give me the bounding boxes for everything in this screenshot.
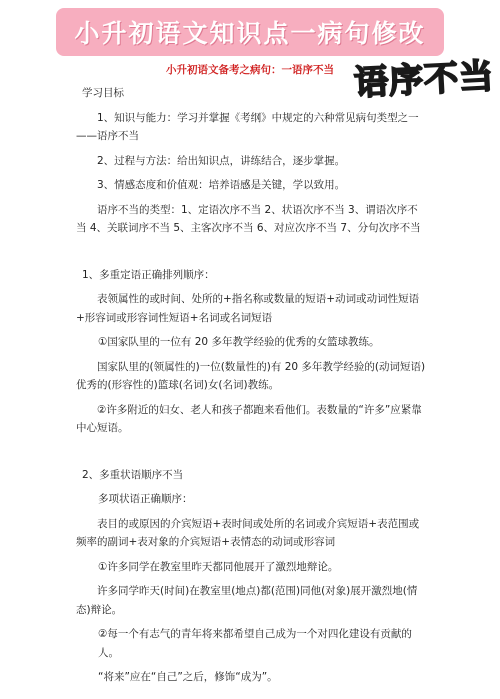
goals-heading: 学习目标 [82,87,124,99]
section2-note2: “将来”应在“自己”之后，修饰“成为”。 [98,671,278,683]
section1-example2: ②许多附近的妇女、老人和孩子都跑来看他们。表数量的“许多”应紧靠中心短语。 [76,403,422,434]
section1-analysis1: 国家队里的(领属性的)一位(数量性的)有 20 多年教学经验的(动词短语)优秀的(形容性的)篮球(名词)女(名词)教练。 [76,360,426,391]
document-body [76,84,426,687]
goal-item-3: 3、情感态度和价值观：培养语感是关键，学以致用。 [97,179,346,191]
section2-analysis1: 许多同学昨天(时间)在教室里(地点)都(范围)同他(对象)展开激烈地(情态)辩论。 [76,585,418,616]
section2-rule: 表目的或原因的介宾短语+表时间或处所的名词或介宾短语+表范围或频率的副词+表对象的介宾短语+表情态的动词或形容词 [76,517,420,548]
section2-heading: 2、多重状语顺序不当 [82,468,184,481]
section1-rule: 表领属性的或时间、处所的+指名称或数量的短语+动词或动词性短语+形容词或形容词性短语+名词或名词短语 [76,293,420,324]
banner [0,8,500,56]
section1-example1: ①国家队里的一位有 20 多年教学经验的优秀的女篮球教练。 [98,336,380,348]
banner-title: 小升初语文知识点一病句修改 [56,8,443,56]
sticker-label: 语序不当 [353,56,496,104]
section1-heading: 1、多重定语正确排列顺序： [82,268,215,281]
goal-item-1: 1、知识与能力：学习并掌握《考纲》中规定的六种常见病句类型之一——语序不当 [76,111,419,142]
section2-example1: ①许多同学在教室里昨天都同他展开了激烈地辩论。 [98,560,339,573]
goal-item-2: 2、过程与方法：给出知识点，讲练结合，逐步掌握。 [97,154,346,167]
section2-subheading: 多项状语正确顺序： [98,493,193,505]
error-types: 语序不当的类型：1、定语次序不当 2、状语次序不当 3、谓语次序不当 4、关联词序不当 5、主客次序不当 6、对应次序不当 7、分句次序不当 [76,203,421,234]
subtitle: 小升初语文备考之病句：一语序不当 [166,64,334,76]
section2-example2: ②每一个有志气的青年将来都希望自己成为一个对四化建设有贡献的人。 [98,628,412,659]
